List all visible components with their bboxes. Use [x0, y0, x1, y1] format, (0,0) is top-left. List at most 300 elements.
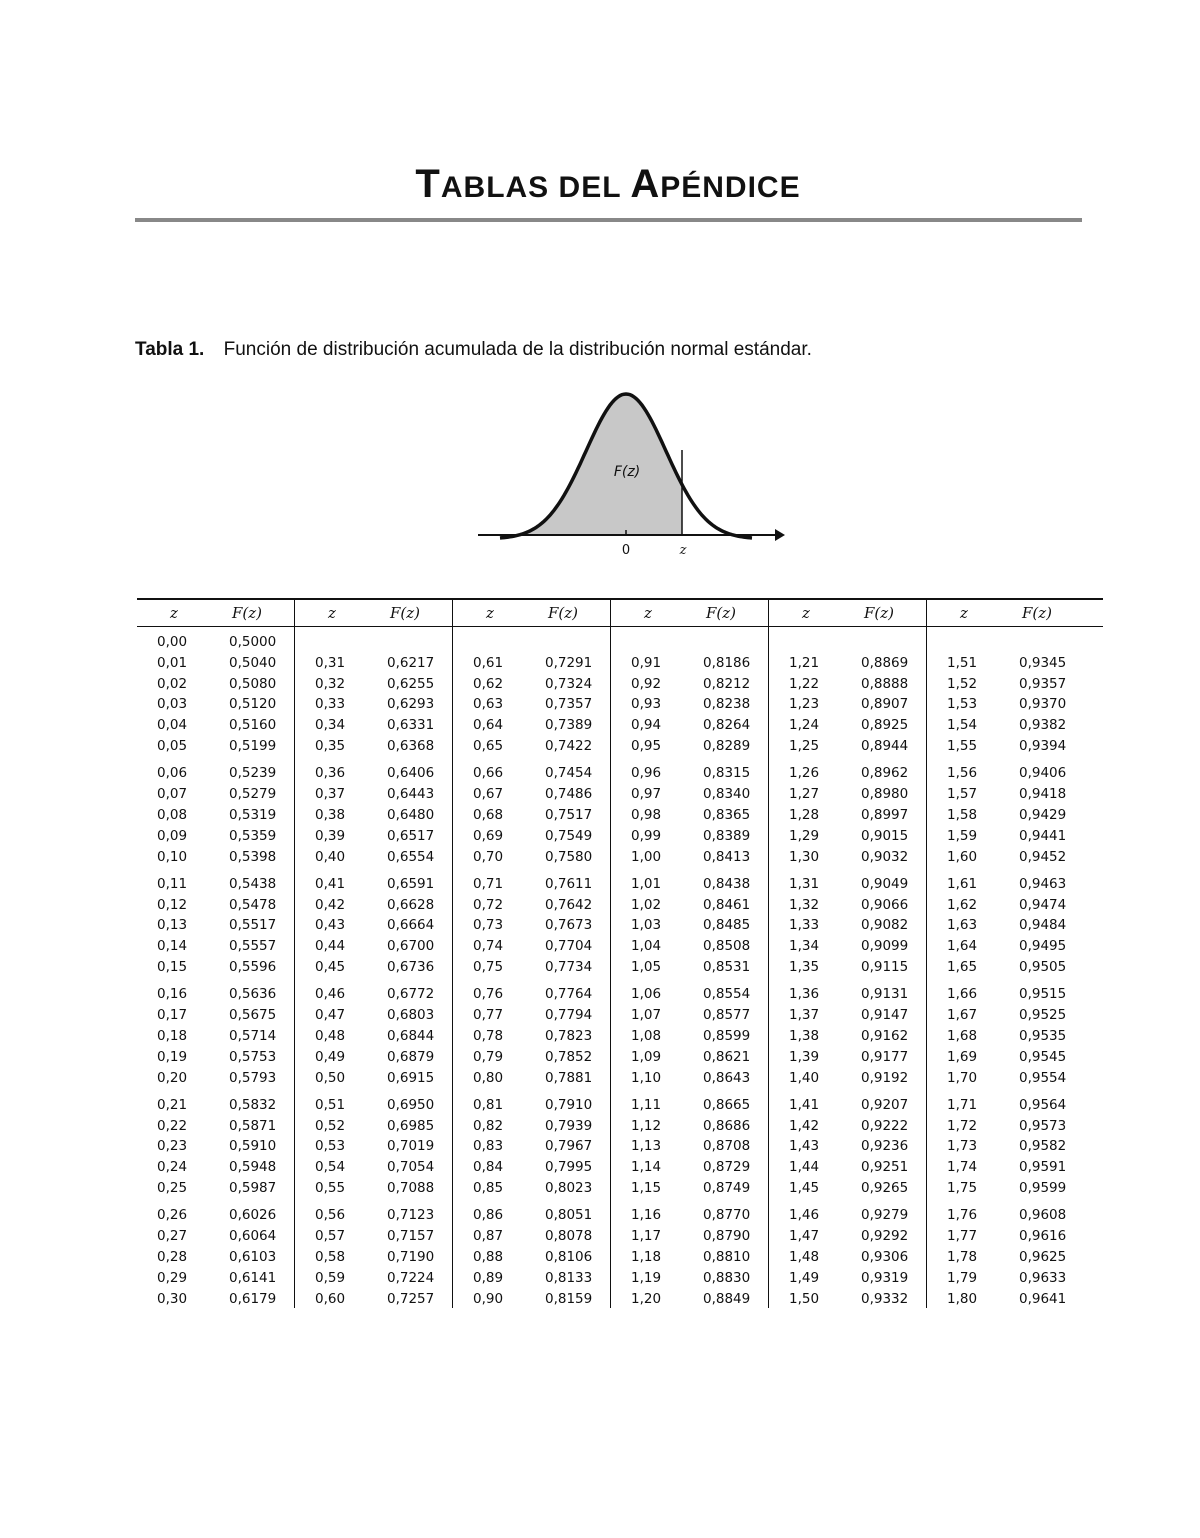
table-cell-fz: 0,9177 — [861, 1048, 909, 1065]
table-cell-z: 0,15 — [157, 959, 188, 975]
table-cell-fz: 0,8790 — [703, 1228, 751, 1245]
table-cell-fz: 0,8980 — [861, 786, 909, 803]
table-cell-z: 0,64 — [473, 717, 504, 734]
table-cell-fz: 0,9382 — [1019, 717, 1067, 734]
table-cell-fz: 0,6628 — [387, 896, 435, 913]
table-cell-z: 1,31 — [789, 875, 820, 892]
table-cell-z: 0,57 — [315, 1228, 346, 1245]
table-cell-fz: 0,7852 — [545, 1048, 593, 1065]
table-cell-fz: 0,9319 — [861, 1269, 909, 1286]
table-cell-fz: 0,9049 — [861, 875, 909, 892]
table-cell-z: 0,26 — [157, 1207, 188, 1224]
column-divider — [294, 600, 295, 1308]
table-cell-fz: 0,5279 — [229, 786, 277, 803]
table-cell-fz: 0,8944 — [861, 738, 909, 754]
table-cell-fz: 0,9032 — [861, 848, 909, 865]
table-cell-fz: 0,9474 — [1019, 896, 1067, 913]
table-cell-fz: 0,7454 — [545, 765, 593, 782]
table-cell-fz: 0,5438 — [229, 875, 277, 892]
table-cell-z: 0,01 — [157, 654, 188, 671]
table-cell-fz: 0,5832 — [229, 1096, 277, 1113]
table-cell-z: 0,33 — [315, 696, 346, 713]
table-cell-z: 0,71 — [473, 875, 504, 892]
table-cell-z: 0,13 — [157, 917, 188, 934]
table-cell-fz: 0,7549 — [545, 827, 593, 844]
table-cell-fz: 0,8599 — [703, 1027, 751, 1044]
table-cell-fz: 0,9554 — [1019, 1069, 1067, 1086]
table-cell-fz: 0,9236 — [861, 1138, 909, 1155]
table-cell-fz: 0,5120 — [229, 696, 277, 713]
table-cell-fz: 0,9222 — [861, 1117, 909, 1134]
table-cell-fz: 0,6406 — [387, 765, 435, 782]
table-caption-label: Tabla 1. — [135, 339, 205, 360]
table-cell-z: 0,46 — [315, 986, 346, 1003]
table-cell-z: 1,47 — [789, 1228, 820, 1245]
table-cell-fz: 0,6368 — [387, 738, 435, 754]
table-cell-fz: 0,8051 — [545, 1207, 593, 1224]
table-cell-fz: 0,5793 — [229, 1069, 277, 1086]
table-cell-fz: 0,9616 — [1019, 1228, 1067, 1245]
table-cell-fz: 0,8869 — [861, 654, 909, 671]
table-cell-z: 0,21 — [157, 1096, 188, 1113]
table-cell-fz: 0,5675 — [229, 1007, 277, 1024]
table-cell-z: 1,15 — [631, 1180, 662, 1196]
table-cell-fz: 0,5080 — [229, 675, 277, 692]
table-cell-fz: 0,9265 — [861, 1180, 909, 1196]
table-cell-fz: 0,7794 — [545, 1007, 593, 1024]
table-cell-fz: 0,7673 — [545, 917, 593, 934]
table-cell-fz: 0,7357 — [545, 696, 593, 713]
table-cell-z: 0,72 — [473, 896, 504, 913]
table-cell-z: 1,74 — [947, 1159, 978, 1176]
table-cell-fz: 0,9345 — [1019, 654, 1067, 671]
table-cell-fz: 0,6480 — [387, 806, 435, 823]
column-header-fz: F(z) — [705, 604, 736, 622]
column-header-fz: F(z) — [389, 604, 420, 622]
table-cell-fz: 0,9406 — [1019, 765, 1067, 782]
table-cell-fz: 0,7422 — [545, 738, 593, 754]
table-cell-fz: 0,8810 — [703, 1248, 751, 1265]
table-cell-fz: 0,7389 — [545, 717, 593, 734]
table-cell-fz: 0,9535 — [1019, 1027, 1067, 1044]
table-cell-fz: 0,9306 — [861, 1248, 909, 1265]
table-cell-fz: 0,7734 — [545, 959, 593, 975]
table-cell-z: 0,81 — [473, 1096, 504, 1113]
table-cell-z: 0,09 — [157, 827, 188, 844]
table-cell-fz: 0,6803 — [387, 1007, 435, 1024]
table-cell-z: 0,37 — [315, 786, 346, 803]
table-caption-text: Función de distribución acumulada de la distribución normal estándar. — [223, 339, 812, 360]
table-cell-z: 1,54 — [947, 717, 978, 734]
table-cell-z: 1,59 — [947, 827, 978, 844]
table-cell-z: 1,77 — [947, 1228, 978, 1245]
table-cell-z: 1,30 — [789, 848, 820, 865]
table-cell-z: 0,95 — [631, 738, 662, 754]
table-cell-z: 1,12 — [631, 1117, 662, 1134]
table-cell-fz: 0,8888 — [861, 675, 909, 692]
table-cell-z: 1,71 — [947, 1096, 978, 1113]
table-cell-fz: 0,6217 — [387, 654, 435, 671]
table-cell-z: 1,26 — [789, 765, 820, 782]
table-cell-z: 0,05 — [157, 738, 188, 754]
table-cell-fz: 0,8643 — [703, 1069, 751, 1086]
table-cell-z: 0,50 — [315, 1069, 346, 1086]
table-cell-z: 0,17 — [157, 1007, 188, 1024]
table-cell-fz: 0,8770 — [703, 1207, 751, 1224]
table-cell-fz: 0,7019 — [387, 1138, 435, 1155]
table-cell-z: 1,24 — [789, 717, 820, 734]
table-cell-z: 0,85 — [473, 1180, 504, 1196]
table-cell-z: 0,12 — [157, 896, 188, 913]
table-cell-fz: 0,9082 — [861, 917, 909, 934]
table-cell-fz: 0,5040 — [229, 654, 277, 671]
table-cell-z: 0,93 — [631, 696, 662, 713]
table-cell-fz: 0,9608 — [1019, 1207, 1067, 1224]
table-cell-z: 0,62 — [473, 675, 504, 692]
table-cell-fz: 0,7517 — [545, 806, 593, 823]
table-cell-fz: 0,8729 — [703, 1159, 751, 1176]
table-cell-fz: 0,7157 — [387, 1228, 435, 1245]
table-cell-fz: 0,8962 — [861, 765, 909, 782]
table-cell-z: 1,23 — [789, 696, 820, 713]
column-header-z: z — [486, 604, 494, 622]
table-cell-fz: 0,5517 — [229, 917, 277, 934]
table-cell-z: 0,91 — [631, 654, 662, 671]
table-cell-z: 0,96 — [631, 765, 662, 782]
title-letter-t: T — [415, 162, 441, 206]
table-cell-fz: 0,9207 — [861, 1096, 909, 1113]
table-cell-fz: 0,6141 — [229, 1269, 277, 1286]
table-cell-fz: 0,5596 — [229, 959, 277, 975]
table-cell-z: 1,46 — [789, 1207, 820, 1224]
column-header-z: z — [802, 604, 810, 622]
table-cell-fz: 0,9292 — [861, 1228, 909, 1245]
column-divider — [610, 600, 611, 1308]
table-cell-fz: 0,6950 — [387, 1096, 435, 1113]
table-cell-z: 1,33 — [789, 917, 820, 934]
table-cell-z: 0,89 — [473, 1269, 504, 1286]
table-cell-z: 0,29 — [157, 1269, 188, 1286]
table-cell-fz: 0,6700 — [387, 938, 435, 955]
table-cell-fz: 0,6026 — [229, 1207, 277, 1224]
table-cell-z: 0,06 — [157, 765, 188, 782]
table-cell-z: 1,57 — [947, 786, 978, 803]
column-header-fz: F(z) — [231, 604, 262, 622]
table-cell-fz: 0,8238 — [703, 696, 751, 713]
table-cell-fz: 0,5636 — [229, 986, 277, 1003]
table-cell-z: 0,45 — [315, 959, 346, 975]
table-cell-fz: 0,7324 — [545, 675, 593, 692]
column-header-fz: F(z) — [863, 604, 894, 622]
table-cell-fz: 0,7190 — [387, 1248, 435, 1265]
table-cell-fz: 0,8289 — [703, 738, 751, 754]
table-cell-fz: 0,9099 — [861, 938, 909, 955]
table-cell-fz: 0,6915 — [387, 1069, 435, 1086]
table-cell-z: 1,11 — [631, 1096, 662, 1113]
table-cell-fz: 0,9515 — [1019, 986, 1067, 1003]
table-cell-fz: 0,5000 — [229, 634, 277, 650]
table-cell-fz: 0,8186 — [703, 654, 751, 671]
table-cell-z: 0,39 — [315, 827, 346, 844]
table-cell-z: 0,20 — [157, 1069, 188, 1086]
page-title — [135, 162, 1081, 207]
table-cell-fz: 0,6664 — [387, 917, 435, 934]
table-cell-z: 1,70 — [947, 1069, 978, 1086]
table-cell-z: 0,27 — [157, 1228, 188, 1245]
table-cell-z: 0,78 — [473, 1027, 504, 1044]
table-cell-z: 0,94 — [631, 717, 662, 734]
table-cell-fz: 0,8665 — [703, 1096, 751, 1113]
table-cell-z: 0,87 — [473, 1228, 504, 1245]
table-cell-z: 0,67 — [473, 786, 504, 803]
column-header-z: z — [170, 604, 178, 622]
table-cell-z: 1,61 — [947, 875, 978, 892]
table-cell-fz: 0,7611 — [545, 875, 593, 892]
table-cell-fz: 0,9599 — [1019, 1180, 1067, 1196]
table-cell-z: 1,66 — [947, 986, 978, 1003]
table-cell-fz: 0,6293 — [387, 696, 435, 713]
table-cell-z: 0,97 — [631, 786, 662, 803]
table-cell-z: 0,68 — [473, 806, 504, 823]
table-cell-fz: 0,7291 — [545, 654, 593, 671]
table-cell-z: 1,65 — [947, 959, 978, 975]
table-cell-fz: 0,8340 — [703, 786, 751, 803]
table-cell-fz: 0,5319 — [229, 806, 277, 823]
table-cell-fz: 0,6179 — [229, 1290, 277, 1307]
cdf-shaded-area — [500, 394, 682, 538]
table-cell-z: 1,27 — [789, 786, 820, 803]
table-cell-z: 1,45 — [789, 1180, 820, 1196]
table-cell-fz: 0,5239 — [229, 765, 277, 782]
table-cell-z: 0,10 — [157, 848, 188, 865]
table-cell-fz: 0,8438 — [703, 875, 751, 892]
table-cell-fz: 0,9192 — [861, 1069, 909, 1086]
table-cell-fz: 0,6255 — [387, 675, 435, 692]
table-cell-fz: 0,9463 — [1019, 875, 1067, 892]
table-cell-z: 0,66 — [473, 765, 504, 782]
table-cell-fz: 0,7224 — [387, 1269, 435, 1286]
column-divider — [768, 600, 769, 1308]
table-cell-z: 0,49 — [315, 1048, 346, 1065]
table-cell-z: 1,40 — [789, 1069, 820, 1086]
z-label: z — [679, 543, 687, 558]
table-cell-fz: 0,9495 — [1019, 938, 1067, 955]
table-cell-fz: 0,7642 — [545, 896, 593, 913]
table-cell-z: 0,75 — [473, 959, 504, 975]
table-cell-z: 1,04 — [631, 938, 662, 955]
column-header-z: z — [328, 604, 336, 622]
table-cell-z: 1,00 — [631, 848, 662, 865]
column-divider — [926, 600, 927, 1308]
origin-label: 0 — [621, 543, 631, 558]
table-cell-z: 1,18 — [631, 1248, 662, 1265]
table-cell-fz: 0,9418 — [1019, 786, 1067, 803]
table-cell-fz: 0,8389 — [703, 827, 751, 844]
table-cell-z: 0,83 — [473, 1138, 504, 1155]
table-cell-fz: 0,9115 — [861, 959, 909, 975]
table-cell-z: 1,22 — [789, 675, 820, 692]
table-cell-z: 1,44 — [789, 1159, 820, 1176]
table-cell-fz: 0,7764 — [545, 986, 593, 1003]
table-cell-z: 1,58 — [947, 806, 978, 823]
table-cell-fz: 0,9429 — [1019, 806, 1067, 823]
table-cell-fz: 0,7704 — [545, 938, 593, 955]
table-cell-fz: 0,7257 — [387, 1290, 435, 1307]
table-cell-fz: 0,9573 — [1019, 1117, 1067, 1134]
area-label: F(z) — [613, 464, 641, 480]
table-cell-fz: 0,8577 — [703, 1007, 751, 1024]
table-cell-z: 0,51 — [315, 1096, 346, 1113]
table-cell-z: 1,28 — [789, 806, 820, 823]
table-cell-z: 0,31 — [315, 654, 346, 671]
table-cell-fz: 0,7995 — [545, 1159, 593, 1176]
table-cell-z: 1,64 — [947, 938, 978, 955]
table-cell-fz: 0,8830 — [703, 1269, 751, 1286]
column-header-z: z — [644, 604, 652, 622]
table-cell-fz: 0,8907 — [861, 696, 909, 713]
table-cell-z: 0,48 — [315, 1027, 346, 1044]
table-cell-fz: 0,8023 — [545, 1180, 593, 1196]
table-cell-z: 0,22 — [157, 1117, 188, 1134]
table-cell-fz: 0,8508 — [703, 938, 751, 955]
table-cell-z: 0,58 — [315, 1248, 346, 1265]
table-cell-z: 1,51 — [947, 654, 978, 671]
table-cell-fz: 0,9452 — [1019, 848, 1067, 865]
table-cell-z: 0,02 — [157, 675, 188, 692]
table-cell-z: 0,99 — [631, 827, 662, 844]
table-cell-z: 1,67 — [947, 1007, 978, 1024]
table-cell-z: 1,75 — [947, 1180, 978, 1196]
table-cell-fz: 0,7939 — [545, 1117, 593, 1134]
table-cell-fz: 0,9015 — [861, 827, 909, 844]
table-cell-fz: 0,6879 — [387, 1048, 435, 1065]
title-letter-a: A — [630, 162, 661, 206]
table-caption — [135, 339, 812, 361]
table-cell-fz: 0,8315 — [703, 765, 751, 782]
table-cell-fz: 0,9525 — [1019, 1007, 1067, 1024]
table-cell-z: 1,19 — [631, 1269, 662, 1286]
table-cell-fz: 0,6517 — [387, 827, 435, 844]
table-cell-fz: 0,8621 — [703, 1048, 751, 1065]
table-cell-fz: 0,6554 — [387, 848, 435, 865]
table-cell-fz: 0,8554 — [703, 986, 751, 1003]
table-cell-z: 0,23 — [157, 1138, 188, 1155]
table-cell-fz: 0,8749 — [703, 1180, 751, 1196]
table-cell-fz: 0,5199 — [229, 738, 277, 754]
table-cell-z: 1,20 — [631, 1290, 662, 1307]
column-header-fz: F(z) — [547, 604, 578, 622]
table-cell-z: 1,35 — [789, 959, 820, 975]
table-cell-z: 1,41 — [789, 1096, 820, 1113]
table-cell-fz: 0,8461 — [703, 896, 751, 913]
table-cell-fz: 0,6103 — [229, 1248, 277, 1265]
table-cell-fz: 0,9147 — [861, 1007, 909, 1024]
table-cell-z: 0,65 — [473, 738, 504, 754]
table-cell-fz: 0,8997 — [861, 806, 909, 823]
table-cell-z: 0,34 — [315, 717, 346, 734]
table-cell-z: 1,48 — [789, 1248, 820, 1265]
table-cell-fz: 0,9582 — [1019, 1138, 1067, 1155]
table-cell-fz: 0,8078 — [545, 1228, 593, 1245]
table-cell-fz: 0,6591 — [387, 875, 435, 892]
table-cell-fz: 0,6736 — [387, 959, 435, 975]
table-top-rule — [137, 598, 1103, 600]
table-cell-z: 0,69 — [473, 827, 504, 844]
table-cell-z: 1,43 — [789, 1138, 820, 1155]
table-cell-z: 0,60 — [315, 1290, 346, 1307]
column-divider — [452, 600, 453, 1308]
table-cell-z: 0,04 — [157, 717, 188, 734]
table-cell-z: 0,03 — [157, 696, 188, 713]
table-cell-z: 0,53 — [315, 1138, 346, 1155]
table-cell-fz: 0,9591 — [1019, 1159, 1067, 1176]
table-cell-fz: 0,5160 — [229, 717, 277, 734]
column-header-fz: F(z) — [1021, 604, 1052, 622]
table-cell-z: 1,78 — [947, 1248, 978, 1265]
table-cell-z: 1,14 — [631, 1159, 662, 1176]
table-cell-fz: 0,9505 — [1019, 959, 1067, 975]
table-cell-fz: 0,9162 — [861, 1027, 909, 1044]
table-cell-z: 1,49 — [789, 1269, 820, 1286]
table-cell-fz: 0,6772 — [387, 986, 435, 1003]
table-cell-fz: 0,5398 — [229, 848, 277, 865]
normal-curve-figure — [475, 380, 795, 570]
table-cell-z: 0,08 — [157, 806, 188, 823]
table-cell-z: 1,34 — [789, 938, 820, 955]
table-cell-z: 1,37 — [789, 1007, 820, 1024]
table-cell-z: 0,80 — [473, 1069, 504, 1086]
table-cell-z: 1,56 — [947, 765, 978, 782]
table-cell-z: 0,19 — [157, 1048, 188, 1065]
table-cell-z: 1,39 — [789, 1048, 820, 1065]
table-cell-fz: 0,6985 — [387, 1117, 435, 1134]
table-cell-fz: 0,5910 — [229, 1138, 277, 1155]
table-cell-z: 1,79 — [947, 1269, 978, 1286]
table-cell-fz: 0,8849 — [703, 1290, 751, 1307]
table-cell-z: 0,14 — [157, 938, 188, 955]
table-cell-z: 0,42 — [315, 896, 346, 913]
table-cell-z: 1,09 — [631, 1048, 662, 1065]
table-cell-z: 0,16 — [157, 986, 188, 1003]
table-cell-z: 1,29 — [789, 827, 820, 844]
table-cell-z: 0,00 — [157, 634, 188, 650]
table-cell-fz: 0,9251 — [861, 1159, 909, 1176]
table-cell-z: 1,13 — [631, 1138, 662, 1155]
table-cell-z: 0,28 — [157, 1248, 188, 1265]
table-cell-z: 1,68 — [947, 1027, 978, 1044]
title-divider — [135, 218, 1082, 222]
column-header-z: z — [960, 604, 968, 622]
table-cell-z: 1,36 — [789, 986, 820, 1003]
table-cell-z: 0,25 — [157, 1180, 188, 1196]
table-cell-fz: 0,8708 — [703, 1138, 751, 1155]
table-cell-z: 0,38 — [315, 806, 346, 823]
table-cell-z: 1,72 — [947, 1117, 978, 1134]
table-cell-z: 0,18 — [157, 1027, 188, 1044]
table-cell-z: 1,02 — [631, 896, 662, 913]
table-cell-z: 1,50 — [789, 1290, 820, 1307]
title-word-pendice: PÉNDICE — [660, 171, 801, 204]
table-cell-fz: 0,5948 — [229, 1159, 277, 1176]
table-cell-z: 0,54 — [315, 1159, 346, 1176]
table-cell-z: 1,42 — [789, 1117, 820, 1134]
table-cell-z: 0,44 — [315, 938, 346, 955]
table-cell-z: 0,59 — [315, 1269, 346, 1286]
table-cell-fz: 0,7881 — [545, 1069, 593, 1086]
table-cell-fz: 0,7823 — [545, 1027, 593, 1044]
table-cell-fz: 0,6443 — [387, 786, 435, 803]
table-cell-z: 0,55 — [315, 1180, 346, 1196]
